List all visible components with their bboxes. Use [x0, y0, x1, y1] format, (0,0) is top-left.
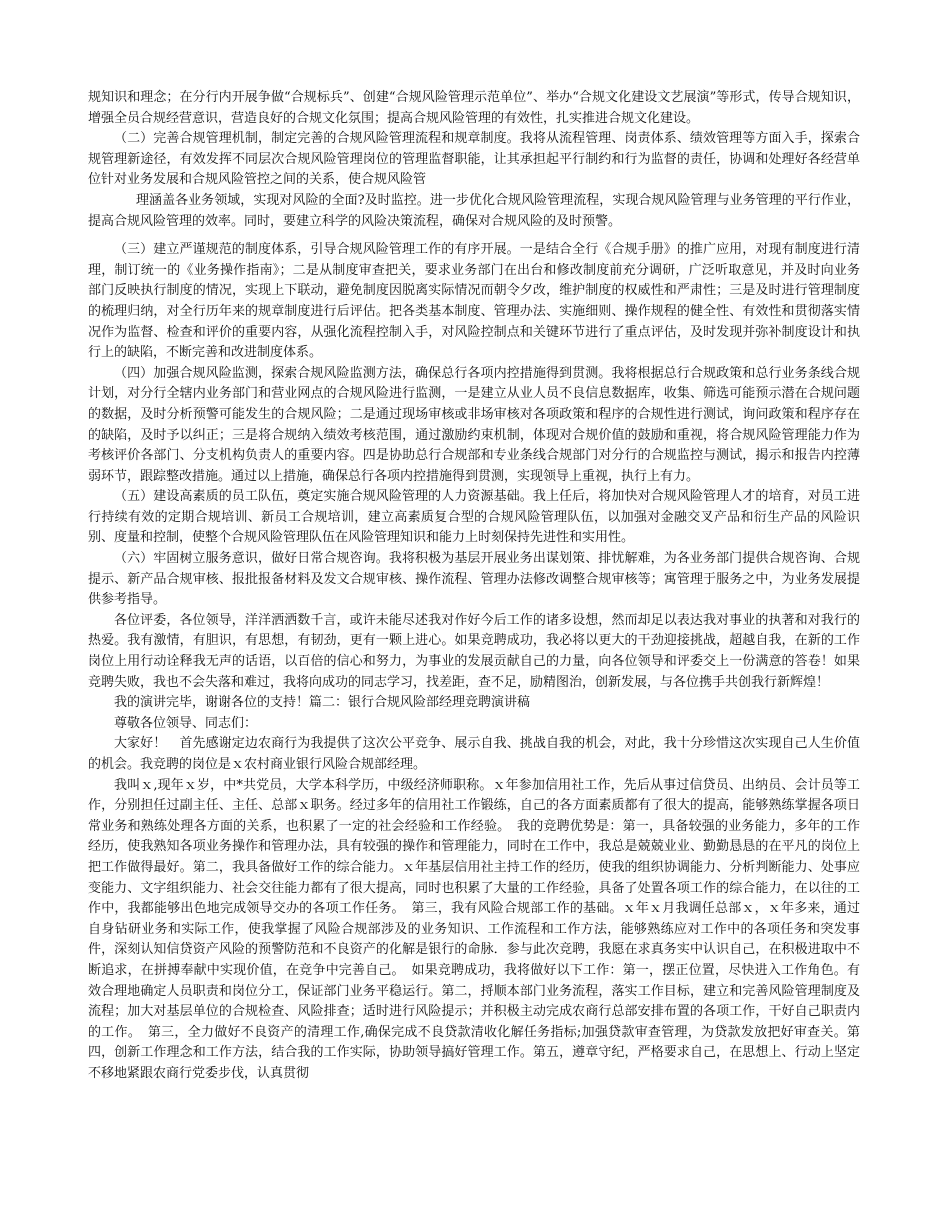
paragraph-section-4: （四）加强合规风险监测，探索合规风险监测方法，确保总行各项内控措施得到贯测。我将根据总行合规政策和总行业务条线合规计划，对分行全辖内业务部门和营业网点的合规风险进行监测，一是建立从业人员不良信息数据库，收集、筛选可能预示潜在合规问题的数据，及时分析预警可能发生的合规风险；二是通过现场审核或非场审核对各项政策和程序的合规性进行测试，询问政策和程序存在的缺陷，及时予以纠正；三是将合规纳入绩效考核范围，通过激励约束机制，体现对合规价值的鼓励和重视，将合规风险管理能力作为考核评价各部门、分支机构负责人的重要内容。四是协助总行合规部和专业条线合规部门对分行的合规监控与测试，揭示和报告内控薄弱环节，跟踪整改措施。通过以上措施，确保总行各项内控措施得到贯测，实现领导上重视，执行上有力。 — [88, 365, 860, 484]
paragraph-section-2: （二）完善合规管理机制，制定完善的合规风险管理流程和规章制度。我将从流程管理、岗责体系、绩效管理等方面入手，探索合规管理新途径，有效发挥不同层次合规风险管理岗位的管理监督职能，让其承担起平行制约和行为监督的责任，协调和处理好各经营单位针对业务发展和合规风险管控之间的关系，使合规风险管 — [88, 131, 860, 188]
document-body — [88, 88, 860, 1085]
paragraph-self-introduction: 我叫ｘ,现年ｘ岁，中*共党员，大学本科学历，中级经济师职称。ｘ年参加信用社工作，先后从事过信贷员、出纳员、会计员等工作，分别担任过副主任、主任、总部ｘ职务。经过多年的信用社工作锻练，自己的各方面素质都有了很大的提高，能够熟练掌握各项日常业务和熟练处理各方面的关系，也积累了一定的社会经验和工作经验。 我的竞聘优势是：第一，具备较强的业务能力，多年的工作经历，使我熟知各项业务操作和管理办法，具有较强的操作和管理能力，同时在工作中，我总是兢兢业业、勤勤恳恳的在平凡的岗位上把工作做得最好。第二，我具备做好工作的综合能力。ｘ年基层信用社主持工作的经历，使我的组织协调能力、分析判断能力、处事应变能力、文字组织能力、社会交往能力都有了很大提高，同时也积累了大量的工作经验，具备了处置各项工作的综合能力，在以往的工作中，我都能够出色地完成领导交办的各项工作任务。 第三，我有风险合规部工作的基础。ｘ年ｘ月我调任总部ｘ，ｘ年多来，通过自身钻研业务和实际工作，使我掌握了风险合规部涉及的业务知识、工作流程和工作方法，能够熟练应对工作中的各项任务和突发事件，深刻认知信贷资产风险的预警防范和不良资产的化解是银行的命脉．参与此次竞聘，我愿在求真务实中认识自己，在积极进取中不断追求，在拼搏奉献中实现价值，在竞争中完善自己。 如果竞聘成功，我将做好以下工作：第一，摆正位置，尽快进入工作角色。有效合理地确定人员职责和岗位分工，保证部门业务平稳运行。第二，捋顺本部门业务流程，落实工作目标，建立和完善风险管理制度及流程；加大对基层单位的合规检查、风险排查；适时进行风险提示；并积极主动完成农商行总部安排布置的各项工作，干好自己职责内的工作。 第三，全力做好不良资产的清理工作,确保完成不良贷款清收化解任务指标;加强贷款审查管理，为贷款发放把好审查关。第四，创新工作理念和工作方法，结合我的工作实际，协助领导搞好管理工作。第五，遵章守纪，严格要求自己，在思想上、行动上坚定不移地紧跟农商行党委步伐，认真贯彻 — [88, 777, 860, 1081]
paragraph-section-6: （六）牢固树立服务意识，做好日常合规咨询。我将积极为基层开展业务出谋划策、排忧解难，为各业务部门提供合规咨询、合规提示、新产品合规审核、报批报备材料及发文合规审核、操作流程、管理办法修改调整合规审核等；寓管理于服务之中，为业务发展提供参考指导。 — [88, 551, 860, 608]
paragraph-gap — [88, 232, 860, 240]
paragraph-greeting: 大家好！ 首先感谢定边农商行为我提供了这次公平竞争、展示自我、挑战自我的机会，对此，我十分珍惜这次实现自己人生价值的机会。我竞聘的岗位是ｘ农村商业银行风险合规部经理。 — [88, 736, 860, 772]
paragraph-section-3: （三）建立严谨规范的制度体系，引导合规风险管理工作的有序开展。一是结合全行《合规手册》的推广应用，对现有制度进行清理，制订统一的《业务操作指南》；二是从制度审查把关，要求业务部门在出台和修改制度前充分调研，广泛听取意见，并及时向业务部门反映执行制度的情况，实现上下联动，避免制度因脱离实际情况而朝令夕改，维护制度的权威性和严肃性；三是及时进行管理制度的梳理归纳，对全行历年来的规章制度进行后评估。把各类基本制度、管理办法、实施细则、操作规程的健全性、有效性和贯彻落实情况作为监督、检查和评价的重要内容，从强化流程控制入手，对风险控制点和关键环节进行了重点评估，及时发现并弥补制度设计和执行上的缺陷，不断完善和改进制度体系。 — [88, 242, 860, 361]
paragraph-culture: 规知识和理念；在分行内开展争做“合规标兵”、创建“合规风险管理示范单位”、举办“合规文化建设文艺展演”等形式，传导合规知识，增强全员合规经营意识，营造良好的合规文化氛围；提高合规风险管理的有效性，扎实推进合规文化建设。 — [88, 90, 860, 126]
paragraph-closing: 各位评委，各位领导，洋洋洒洒数千言，或许未能尽述我对作好今后工作的诸多设想，然而却足以表达我对事业的执著和对我行的热爱。我有激情，有胆识，有思想，有韧劲，更有一颗上进心。如果竞聘成功，我必将以更大的干劲迎接挑战，超越自我，在新的工作岗位上用行动诠释我无声的话语，以百倍的信心和努力，为事业的发展贡献自己的力量，向各位领导和评委交上一份满意的答卷！如果竞聘失败，我也不会失落和难过，我将向成功的同志学习，找差距，查不足，励精图治，创新发展，与各位携手共创我行新辉煌！ — [88, 612, 860, 690]
paragraph-section-2-continued: 理涵盖各业务领域，实现对风险的全面?及时监控。进一步优化合规风险管理流程，实现合规风险管理与业务管理的平行作业，提高合规风险管理的效率。同时，要建立科学的风险决策流程，确保对合规风险的及时预警。 — [88, 192, 860, 229]
paragraph-thanks-heading: 我的演讲完毕，谢谢各位的支持！篇二：银行合规风险部经理竞聘演讲稿 — [114, 695, 531, 711]
paragraph-salutation: 尊敬各位领导、同志们： — [114, 715, 258, 731]
paragraph-section-5: （五）建设高素质的员工队伍，奠定实施合规风险管理的人力资源基础。我上任后，将加快对合规风险管理人才的培育，对员工进行持续有效的定期合规培训、新员工合规培训，建立高素质复合型的合规风险管理队伍，以加强对金融交叉产品和衍生产品的风险识别、度量和控制，使整个合规风险管理队伍在风险管理知识和能力上时刻保持先进性和实用性。 — [88, 489, 860, 546]
